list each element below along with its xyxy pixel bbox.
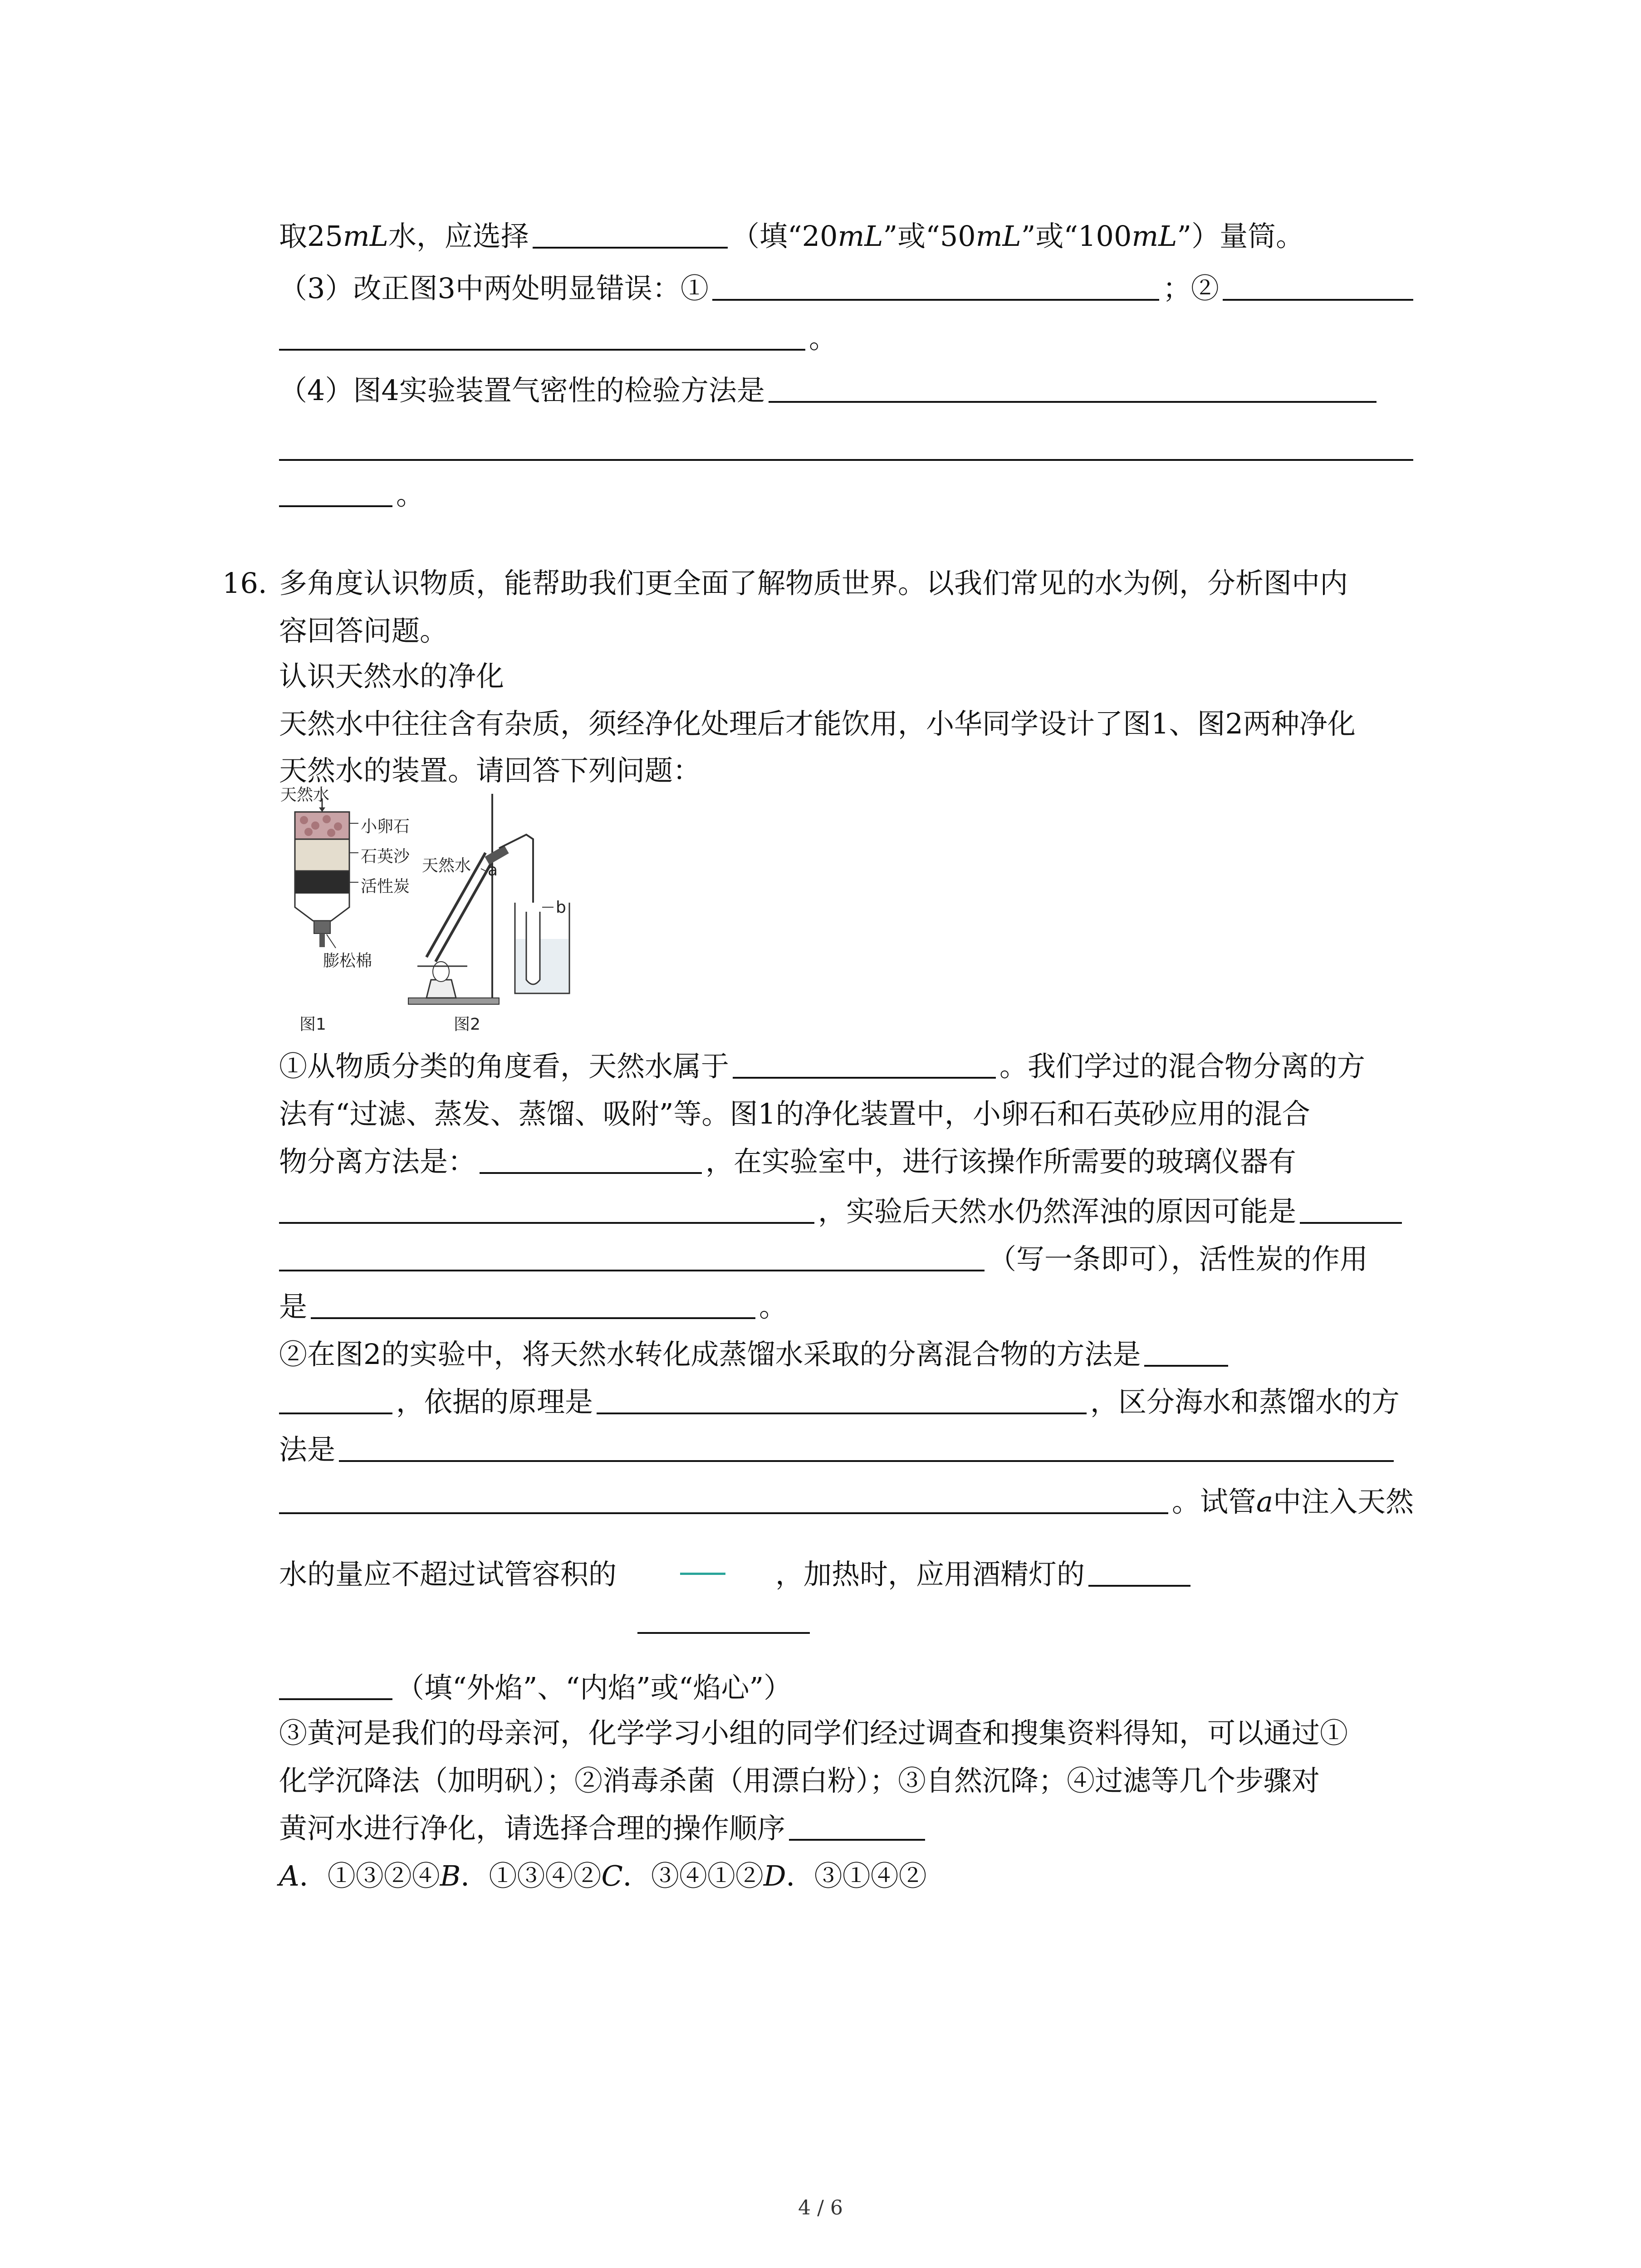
fig2-label-a: a	[488, 861, 498, 880]
airtightness-method-blank[interactable]	[769, 398, 1376, 403]
fig1-activated-carbon-label: 活性炭	[361, 877, 410, 896]
q16-p2-line-6: （填“外焰”、“内焰”或“焰心”）	[279, 1674, 792, 1702]
glassware-blank[interactable]	[279, 1219, 814, 1224]
fig3-error-2-cont-blank[interactable]	[279, 346, 805, 351]
q15-line-1: 取25 mL 水，应选择 （填“20 mL ”或“50 mL ”或“100 mL ”）量筒。	[279, 220, 1304, 253]
q15-line-4: （4）图4实验装置气密性的检验方法是	[279, 376, 1380, 405]
distillation-method-blank[interactable]	[1144, 1362, 1228, 1367]
option-a-text[interactable]: ．①③②④	[299, 1859, 440, 1892]
apparatus-svg	[272, 785, 626, 1039]
q16-p3-line-1: ③黄河是我们的母亲河，化学学习小组的同学们经过调查和搜集资料得知，可以通过①	[279, 1716, 1348, 1750]
fig2-water-label: 天然水	[422, 856, 471, 875]
fig2-label-b: b	[556, 898, 566, 917]
q16-p1-line-1: ①从物质分类的角度看，天然水属于 。我们学过的混合物分离的方	[279, 1050, 1366, 1083]
option-a-letter[interactable]: A	[279, 1859, 299, 1892]
q15-line-2: （3）改正图3中两处明显错误：① ；②	[279, 274, 1417, 303]
q16-p1-line-3: 物分离方法是： ，在实验室中，进行该操作所需要的玻璃仪器有	[279, 1145, 1297, 1178]
fig2-distillation	[408, 794, 569, 1004]
option-c-letter[interactable]: C	[601, 1859, 623, 1892]
fig1-pebble-label: 小卵石	[361, 817, 410, 836]
q16-p2-line-3: 法是	[279, 1436, 1397, 1464]
distillation-method-cont-blank[interactable]	[279, 1410, 392, 1414]
turbid-reason-blank[interactable]	[1300, 1219, 1402, 1224]
fig2-caption: 图2	[454, 1015, 480, 1034]
flame-part-blank[interactable]	[1088, 1582, 1190, 1587]
turbid-reason-cont-blank[interactable]	[279, 1267, 985, 1271]
q16-p1-line-4: ，实验后天然水仍然浑浊的原因可能是	[279, 1198, 1406, 1226]
option-d-text[interactable]: ．③①④②	[786, 1859, 927, 1892]
airtightness-method-blank-2[interactable]	[279, 459, 1413, 461]
fraction-bar	[680, 1573, 725, 1575]
q16-intro-1: 多角度认识物质，能帮助我们更全面了解物质世界。以我们常见的水为例，分析图中内	[279, 567, 1348, 600]
operation-order-blank[interactable]	[789, 1836, 925, 1841]
fig3-error-2-blank[interactable]	[1223, 296, 1413, 301]
q16-p2-line-4: 。试管 a 中注入天然	[279, 1488, 1414, 1516]
q16-intro-2: 容回答问题。	[279, 614, 448, 647]
fig1-caption: 图1	[299, 1015, 326, 1034]
q16-p1-line-6: 是 。	[279, 1290, 788, 1323]
q16-p2-line-1: ②在图2的实验中，将天然水转化成蒸馏水采取的分离混合物的方法是	[279, 1340, 1232, 1369]
option-b-text[interactable]: ．①③④②	[460, 1859, 602, 1892]
q16-options	[279, 1859, 927, 1892]
principle-blank[interactable]	[597, 1410, 1087, 1414]
q15-line-3: 。	[279, 324, 837, 352]
q16-p3-line-2: 化学沉降法（加明矾）；②消毒杀菌（用漂白粉）；③自然沉降；④过滤等几个步骤对	[279, 1764, 1320, 1797]
seawater-distinguish-cont-blank[interactable]	[279, 1510, 1168, 1514]
fig1-title-label: 天然水	[280, 786, 330, 804]
q15-line-6: 。	[279, 481, 424, 509]
fig1-filter-column	[295, 798, 358, 948]
q16-p2-line-2: ，依据的原理是 ，区分海水和蒸馏水的方	[279, 1388, 1400, 1416]
activated-carbon-function-blank[interactable]	[311, 1315, 755, 1319]
purification-figure	[272, 785, 626, 1039]
q16-desc-2: 天然水的装置。请回答下列问题：	[279, 754, 701, 787]
q16-section-title: 认识天然水的净化	[279, 660, 505, 693]
q16-p2-line-5: 水的量应不超过试管容积的 ，加热时，应用酒精灯的	[279, 1560, 1194, 1589]
seawater-distinguish-blank[interactable]	[339, 1457, 1394, 1462]
flame-part-cont-blank[interactable]	[279, 1696, 392, 1700]
fig1-cotton-label: 膨松棉	[323, 952, 372, 970]
fig3-error-1-blank[interactable]	[712, 296, 1159, 301]
q16-number: 16.	[222, 567, 267, 600]
natural-water-classification-blank[interactable]	[733, 1074, 996, 1079]
option-c-text[interactable]: ．③④①②	[622, 1859, 764, 1892]
q16-p3-line-3: 黄河水进行净化，请选择合理的操作顺序	[279, 1814, 929, 1843]
q16-p1-line-2: 法有“过滤、蒸发、蒸馏、吸附”等。图1的净化装置中，小卵石和石英砂应用的混合	[279, 1097, 1310, 1130]
airtightness-method-blank-3[interactable]	[279, 503, 392, 507]
option-b-letter[interactable]: B	[440, 1859, 461, 1892]
fraction-denominator-blank[interactable]	[637, 1632, 810, 1634]
q16-p1-line-5: （写一条即可），活性炭的作用	[279, 1245, 1368, 1273]
measuring-cylinder-blank[interactable]	[533, 244, 728, 249]
option-d-letter[interactable]: D	[763, 1859, 786, 1892]
fig1-quartz-sand-label: 石英沙	[361, 847, 410, 866]
page-number: 4 / 6	[798, 2196, 843, 2219]
q16-desc-1: 天然水中往往含有杂质，须经净化处理后才能饮用，小华同学设计了图1、图2两种净化	[279, 707, 1356, 740]
separation-method-blank[interactable]	[480, 1169, 702, 1174]
